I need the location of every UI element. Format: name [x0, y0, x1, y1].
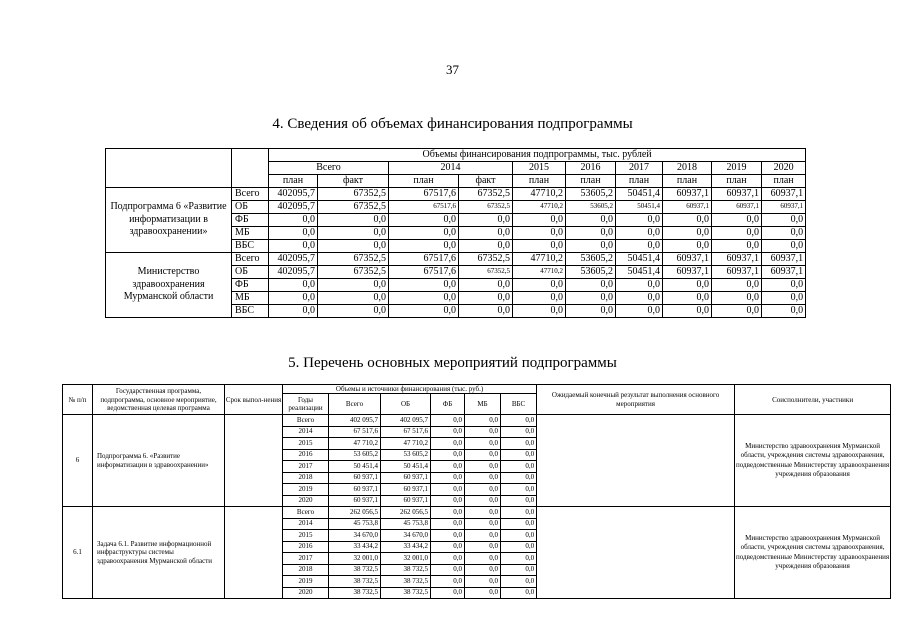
fb-cell: 0,0 — [431, 461, 465, 473]
activity-name: Задача 6.1. Развитие информационной инфраструктуры системы здравоохранения Мурманской области — [93, 507, 225, 599]
activity-year-row — [63, 507, 891, 519]
activity-number: 6 — [63, 415, 93, 507]
value-cell: 0,0 — [762, 214, 806, 227]
volumes-header: Объемы финансирования подпрограммы, тыс. рублей — [269, 149, 806, 162]
fb-cell: 0,0 — [431, 426, 465, 438]
value-cell: 0,0 — [318, 292, 389, 305]
value-cell: 53605,2 — [566, 266, 616, 279]
fb-cell: 0,0 — [431, 495, 465, 507]
vbs-cell: 0,0 — [501, 461, 537, 473]
activity-partners: Министерство здравоохранения Мурманской области, учреждения системы здравоохранения, подведомственные Министерству здравоохранения учреждения образования — [735, 415, 891, 507]
value-cell: 0,0 — [513, 214, 566, 227]
value-cell: 60937,1 — [762, 201, 806, 214]
value-cell: 67352,5 — [459, 253, 513, 266]
mb-cell: 0,0 — [465, 553, 501, 565]
activity-term — [225, 507, 283, 599]
mb-cell: 0,0 — [465, 576, 501, 588]
value-cell: 50451,4 — [616, 253, 663, 266]
year-cell: 2015 — [283, 438, 329, 450]
mb-cell: 0,0 — [465, 426, 501, 438]
year-cell: Всего — [283, 507, 329, 519]
mb-cell: 0,0 — [465, 587, 501, 599]
total-cell: 45 753,8 — [329, 518, 381, 530]
value-cell: 67352,5 — [318, 201, 389, 214]
ob-cell: 38 732,5 — [381, 564, 431, 576]
activity-name: Подпрограмма 6. «Развитие информатизации в здравоохранении» — [93, 415, 225, 507]
source-label: ОБ — [232, 201, 269, 214]
value-cell: 67352,5 — [459, 188, 513, 201]
program-header: Государственная программа, подпрограмма, основное мероприятие, ведомственная целевая программа — [93, 385, 225, 415]
value-cell: 50451,4 — [616, 188, 663, 201]
mb-cell: 0,0 — [465, 495, 501, 507]
subcol-header: план — [663, 175, 712, 188]
value-cell: 0,0 — [459, 292, 513, 305]
vbs-cell: 0,0 — [501, 564, 537, 576]
vbs-cell: 0,0 — [501, 518, 537, 530]
year-cell: 2016 — [283, 541, 329, 553]
total-cell: 67 517,6 — [329, 426, 381, 438]
ob-cell: 60 937,1 — [381, 472, 431, 484]
num-header: № п/п — [63, 385, 93, 415]
total-cell: 402 095,7 — [329, 415, 381, 427]
vbs-cell: 0,0 — [501, 587, 537, 599]
value-cell: 0,0 — [269, 214, 318, 227]
value-cell: 0,0 — [663, 305, 712, 318]
main-activities-table — [62, 384, 891, 599]
year-cell: 2018 — [283, 472, 329, 484]
value-cell: 0,0 — [712, 305, 762, 318]
total-cell: 53 605,2 — [329, 449, 381, 461]
subcol-header: план — [269, 175, 318, 188]
value-cell: 0,0 — [459, 279, 513, 292]
value-cell: 0,0 — [566, 305, 616, 318]
value-cell: 60937,1 — [762, 266, 806, 279]
value-cell: 0,0 — [616, 292, 663, 305]
value-cell: 0,0 — [762, 227, 806, 240]
empty-header-cell — [106, 149, 232, 188]
ob-cell: 402 095,7 — [381, 415, 431, 427]
subcol-header: план — [513, 175, 566, 188]
vbs-cell: 0,0 — [501, 541, 537, 553]
financing-volumes-table — [105, 148, 806, 318]
total-header: Всего — [269, 162, 389, 175]
year-header: 2020 — [762, 162, 806, 175]
value-cell: 50451,4 — [616, 266, 663, 279]
value-cell: 0,0 — [712, 279, 762, 292]
year-cell: 2016 — [283, 449, 329, 461]
value-cell: 0,0 — [566, 279, 616, 292]
value-cell: 53605,2 — [566, 201, 616, 214]
value-cell: 0,0 — [762, 240, 806, 253]
value-cell: 60937,1 — [663, 266, 712, 279]
ob-cell: 50 451,4 — [381, 461, 431, 473]
value-cell: 0,0 — [389, 227, 459, 240]
mb-cell: 0,0 — [465, 564, 501, 576]
value-cell: 0,0 — [566, 292, 616, 305]
mb-cell: 0,0 — [465, 530, 501, 542]
value-cell: 0,0 — [318, 214, 389, 227]
ob-cell: 38 732,5 — [381, 576, 431, 588]
value-cell: 53605,2 — [566, 188, 616, 201]
header-row-1 — [63, 385, 891, 394]
financing-row — [106, 253, 806, 266]
ob-cell: 53 605,2 — [381, 449, 431, 461]
fb-cell: 0,0 — [431, 518, 465, 530]
source-label: ОБ — [232, 266, 269, 279]
value-cell: 0,0 — [389, 305, 459, 318]
value-cell: 53605,2 — [566, 253, 616, 266]
total-cell: 34 670,0 — [329, 530, 381, 542]
year-cell: 2017 — [283, 461, 329, 473]
value-cell: 0,0 — [616, 279, 663, 292]
value-cell: 60937,1 — [712, 266, 762, 279]
vbs-header: ВБС — [501, 394, 537, 415]
year-cell: 2017 — [283, 553, 329, 565]
year-header: 2017 — [616, 162, 663, 175]
value-cell: 0,0 — [269, 305, 318, 318]
fb-cell: 0,0 — [431, 576, 465, 588]
source-label: Всего — [232, 253, 269, 266]
value-cell: 0,0 — [762, 292, 806, 305]
year-cell: 2018 — [283, 564, 329, 576]
value-cell: 402095,7 — [269, 253, 318, 266]
value-cell: 67352,5 — [318, 253, 389, 266]
value-cell: 67517,6 — [389, 253, 459, 266]
value-cell: 67517,6 — [389, 188, 459, 201]
source-label: ФБ — [232, 214, 269, 227]
value-cell: 0,0 — [269, 292, 318, 305]
value-cell: 47710,2 — [513, 253, 566, 266]
fb-cell: 0,0 — [431, 415, 465, 427]
mb-cell: 0,0 — [465, 461, 501, 473]
value-cell: 0,0 — [269, 279, 318, 292]
year-cell: 2020 — [283, 587, 329, 599]
source-label: МБ — [232, 292, 269, 305]
value-cell: 0,0 — [663, 292, 712, 305]
vbs-cell: 0,0 — [501, 530, 537, 542]
value-cell: 402095,7 — [269, 188, 318, 201]
ob-cell: 33 434,2 — [381, 541, 431, 553]
value-cell: 0,0 — [269, 240, 318, 253]
value-cell: 0,0 — [459, 227, 513, 240]
year-header: 2015 — [513, 162, 566, 175]
value-cell: 0,0 — [513, 227, 566, 240]
value-cell: 67352,5 — [318, 188, 389, 201]
subcol-header: план — [389, 175, 459, 188]
vbs-cell: 0,0 — [501, 426, 537, 438]
value-cell: 67517,6 — [389, 266, 459, 279]
activity-number: 6.1 — [63, 507, 93, 599]
value-cell: 0,0 — [663, 227, 712, 240]
value-cell: 0,0 — [566, 240, 616, 253]
fb-cell: 0,0 — [431, 438, 465, 450]
value-cell: 0,0 — [712, 214, 762, 227]
subcol-header: план — [566, 175, 616, 188]
partners-header: Соисполнители, участники — [735, 385, 891, 415]
value-cell: 60937,1 — [663, 188, 712, 201]
value-cell: 0,0 — [616, 240, 663, 253]
source-label: МБ — [232, 227, 269, 240]
value-cell: 0,0 — [269, 227, 318, 240]
value-cell: 67352,5 — [459, 266, 513, 279]
year-cell: 2014 — [283, 518, 329, 530]
fb-cell: 0,0 — [431, 564, 465, 576]
fb-cell: 0,0 — [431, 449, 465, 461]
value-cell: 0,0 — [566, 227, 616, 240]
total-cell: 60 937,1 — [329, 495, 381, 507]
ob-cell: 45 753,8 — [381, 518, 431, 530]
group-name: Подпрограмма 6 «Развитие информатизации в здравоохранении» — [106, 188, 232, 253]
ob-cell: 67 517,6 — [381, 426, 431, 438]
year-cell: 2014 — [283, 426, 329, 438]
value-cell: 0,0 — [513, 279, 566, 292]
empty-header-cell — [232, 149, 269, 188]
subcol-header: план — [762, 175, 806, 188]
mb-cell: 0,0 — [465, 518, 501, 530]
value-cell: 0,0 — [712, 240, 762, 253]
fb-cell: 0,0 — [431, 472, 465, 484]
value-cell: 47710,2 — [513, 201, 566, 214]
subcol-header: факт — [459, 175, 513, 188]
value-cell: 0,0 — [459, 240, 513, 253]
subcol-header: план — [712, 175, 762, 188]
value-cell: 0,0 — [459, 214, 513, 227]
fb-cell: 0,0 — [431, 553, 465, 565]
ob-cell: 60 937,1 — [381, 495, 431, 507]
value-cell: 0,0 — [566, 214, 616, 227]
year-cell: Всего — [283, 415, 329, 427]
ob-cell: 34 670,0 — [381, 530, 431, 542]
value-cell: 0,0 — [318, 305, 389, 318]
vbs-cell: 0,0 — [501, 472, 537, 484]
value-cell: 0,0 — [616, 214, 663, 227]
value-cell: 0,0 — [712, 227, 762, 240]
mb-cell: 0,0 — [465, 507, 501, 519]
total-cell: 38 732,5 — [329, 564, 381, 576]
value-cell: 0,0 — [513, 305, 566, 318]
value-cell: 60937,1 — [762, 253, 806, 266]
financing-row — [106, 188, 806, 201]
year-cell: 2019 — [283, 484, 329, 496]
mb-cell: 0,0 — [465, 541, 501, 553]
fb-cell: 0,0 — [431, 541, 465, 553]
vbs-cell: 0,0 — [501, 438, 537, 450]
total-cell: 33 434,2 — [329, 541, 381, 553]
value-cell: 0,0 — [389, 279, 459, 292]
value-cell: 0,0 — [762, 305, 806, 318]
activity-year-row — [63, 415, 891, 427]
mb-cell: 0,0 — [465, 472, 501, 484]
value-cell: 0,0 — [318, 240, 389, 253]
year-cell: 2019 — [283, 576, 329, 588]
subcol-header: факт — [318, 175, 389, 188]
value-cell: 0,0 — [513, 292, 566, 305]
total-cell: 50 451,4 — [329, 461, 381, 473]
total-cell: 38 732,5 — [329, 587, 381, 599]
total-cell: 60 937,1 — [329, 484, 381, 496]
mb-cell: 0,0 — [465, 484, 501, 496]
value-cell: 67352,5 — [459, 201, 513, 214]
value-cell: 0,0 — [616, 227, 663, 240]
value-cell: 0,0 — [663, 214, 712, 227]
total-cell: 38 732,5 — [329, 576, 381, 588]
source-label: ВБС — [232, 240, 269, 253]
mb-header: МБ — [465, 394, 501, 415]
fb-cell: 0,0 — [431, 587, 465, 599]
expected-result — [537, 507, 735, 599]
total-cell: 262 056,5 — [329, 507, 381, 519]
activity-term — [225, 415, 283, 507]
subcol-header: план — [616, 175, 663, 188]
vbs-cell: 0,0 — [501, 495, 537, 507]
page-number: 37 — [446, 62, 459, 77]
header-row-1 — [106, 149, 806, 162]
ob-header: ОБ — [381, 394, 431, 415]
vbs-cell: 0,0 — [501, 415, 537, 427]
volumes-header: Объемы и источники финансирования (тыс. руб.) — [283, 385, 537, 394]
value-cell: 0,0 — [663, 240, 712, 253]
value-cell: 0,0 — [459, 305, 513, 318]
vbs-cell: 0,0 — [501, 484, 537, 496]
total-header: Всего — [329, 394, 381, 415]
value-cell: 0,0 — [712, 292, 762, 305]
value-cell: 0,0 — [513, 240, 566, 253]
year-header: 2014 — [389, 162, 513, 175]
value-cell: 0,0 — [762, 279, 806, 292]
term-header: Срок выпол-нения — [225, 385, 283, 415]
year-header: 2019 — [712, 162, 762, 175]
mb-cell: 0,0 — [465, 438, 501, 450]
vbs-cell: 0,0 — [501, 507, 537, 519]
value-cell: 402095,7 — [269, 201, 318, 214]
section-4-title: 4. Сведения об объемах финансирования подпрограммы — [272, 116, 633, 132]
ob-cell: 262 056,5 — [381, 507, 431, 519]
group-name: Министерство здравоохранения Мурманской области — [106, 253, 232, 318]
result-header: Ожидаемый конечный результат выполнения основного мероприятия — [537, 385, 735, 415]
year-header: 2016 — [566, 162, 616, 175]
total-cell: 47 710,2 — [329, 438, 381, 450]
expected-result — [537, 415, 735, 507]
fb-cell: 0,0 — [431, 484, 465, 496]
fb-cell: 0,0 — [431, 507, 465, 519]
ob-cell: 60 937,1 — [381, 484, 431, 496]
section-5-title: 5. Перечень основных мероприятий подпрограммы — [288, 355, 617, 371]
year-header: 2018 — [663, 162, 712, 175]
vbs-cell: 0,0 — [501, 553, 537, 565]
activity-partners: Министерство здравоохранения Мурманской области, учреждения системы здравоохранения, подведомственные Министерству здравоохранения учреждения образования — [735, 507, 891, 599]
value-cell: 67352,5 — [318, 266, 389, 279]
value-cell: 60937,1 — [663, 201, 712, 214]
value-cell: 60937,1 — [762, 188, 806, 201]
value-cell: 0,0 — [389, 292, 459, 305]
year-cell: 2015 — [283, 530, 329, 542]
ob-cell: 47 710,2 — [381, 438, 431, 450]
mb-cell: 0,0 — [465, 415, 501, 427]
ob-cell: 38 732,5 — [381, 587, 431, 599]
value-cell: 50451,4 — [616, 201, 663, 214]
fb-header: ФБ — [431, 394, 465, 415]
source-label: Всего — [232, 188, 269, 201]
fb-cell: 0,0 — [431, 530, 465, 542]
ob-cell: 32 001,0 — [381, 553, 431, 565]
value-cell: 60937,1 — [663, 253, 712, 266]
mb-cell: 0,0 — [465, 449, 501, 461]
value-cell: 402095,7 — [269, 266, 318, 279]
value-cell: 47710,2 — [513, 188, 566, 201]
total-cell: 60 937,1 — [329, 472, 381, 484]
value-cell: 0,0 — [616, 305, 663, 318]
value-cell: 0,0 — [318, 279, 389, 292]
value-cell: 0,0 — [663, 279, 712, 292]
value-cell: 47710,2 — [513, 266, 566, 279]
source-label: ФБ — [232, 279, 269, 292]
years-header: Годы реализации — [283, 394, 329, 415]
value-cell: 0,0 — [318, 227, 389, 240]
value-cell: 60937,1 — [712, 201, 762, 214]
value-cell: 60937,1 — [712, 188, 762, 201]
year-cell: 2020 — [283, 495, 329, 507]
source-label: ВБС — [232, 305, 269, 318]
value-cell: 0,0 — [389, 214, 459, 227]
value-cell: 0,0 — [389, 240, 459, 253]
value-cell: 67517,6 — [389, 201, 459, 214]
value-cell: 60937,1 — [712, 253, 762, 266]
vbs-cell: 0,0 — [501, 449, 537, 461]
vbs-cell: 0,0 — [501, 576, 537, 588]
total-cell: 32 001,0 — [329, 553, 381, 565]
